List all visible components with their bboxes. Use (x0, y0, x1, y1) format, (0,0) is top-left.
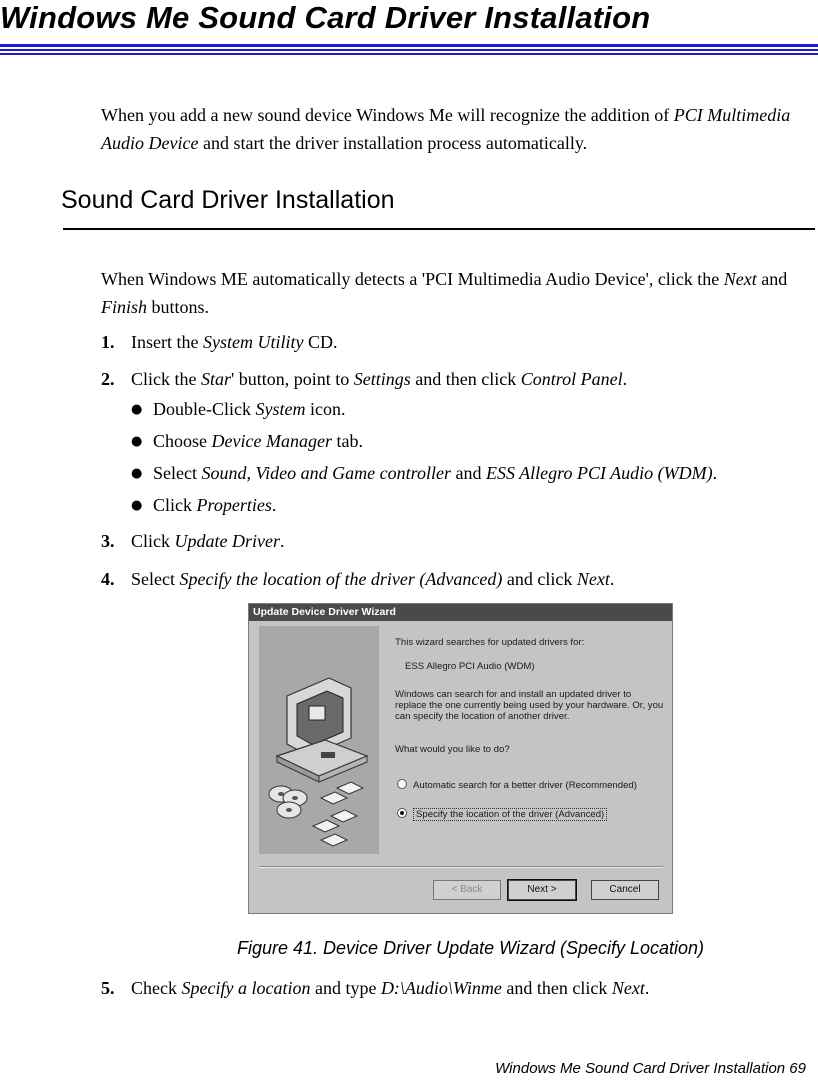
step-text: Select (131, 569, 180, 589)
step-2 (101, 368, 627, 390)
intro-paragraph (101, 101, 811, 157)
step-number: 3. (101, 531, 115, 551)
step-text: . (609, 569, 615, 589)
bullet-item (131, 398, 345, 421)
bullet-term: Properties (196, 495, 272, 515)
step-text: Click (131, 531, 175, 551)
computer-and-discs-icon (259, 626, 379, 854)
radio-label: Specify the location of the driver (Advanced) (413, 808, 607, 821)
step-text: Click the (131, 369, 201, 389)
page-title: Windows Me Sound Card Driver Installation (0, 0, 651, 35)
step-term: D:\Audio\Winme (380, 978, 502, 998)
radio-icon[interactable] (397, 779, 407, 789)
bullet-term: ESS Allegro PCI Audio (WDM) (485, 463, 713, 483)
step-term: Settings (353, 369, 411, 389)
bullet-icon: ● (131, 402, 143, 417)
step-term: Control Panel (520, 369, 623, 389)
bullet-text: Choose (153, 431, 212, 451)
title-rule (0, 49, 818, 51)
step-text: and then click (501, 978, 612, 998)
wizard-device-name: ESS Allegro PCI Audio (WDM) (405, 661, 535, 672)
bullet-icon: ● (131, 466, 143, 481)
step-text: ' button, point to (231, 369, 354, 389)
radio-label: Automatic search for a better driver (Recommended) (413, 780, 637, 791)
cancel-button[interactable]: Cancel (591, 880, 659, 900)
step-number: 4. (101, 569, 115, 589)
update-driver-wizard-dialog (248, 603, 673, 914)
intro-device: PCI Multimedia Audio Device (101, 105, 791, 153)
step-number: 1. (101, 332, 115, 352)
paragraph-text: and (756, 269, 788, 289)
dialog-separator (259, 866, 663, 868)
bullet-text: icon. (305, 399, 346, 419)
finish-term: Finish (101, 297, 148, 317)
paragraph-text: buttons. (147, 297, 210, 317)
wizard-illustration (259, 626, 379, 854)
bullet-text: . (712, 463, 718, 483)
title-rule (0, 44, 818, 47)
step-term: Specify a location (181, 978, 311, 998)
radio-specify-location[interactable] (397, 808, 607, 821)
page-footer: Windows Me Sound Card Driver Installation 69 (495, 1060, 806, 1077)
step-3 (101, 530, 284, 552)
bullet-text: and (450, 463, 486, 483)
bullet-icon: ● (131, 434, 143, 449)
bullet-text: Click (153, 495, 197, 515)
step-text: and type (310, 978, 381, 998)
bullet-term: System (255, 399, 306, 419)
radio-automatic-search[interactable] (397, 779, 637, 792)
section-heading: Sound Card Driver Installation (61, 186, 395, 214)
bullet-term: Device Manager (211, 431, 332, 451)
bullet-item (131, 462, 717, 485)
bullet-icon: ● (131, 498, 143, 513)
step-text: . (622, 369, 628, 389)
bullet-text: Double-Click (153, 399, 256, 419)
step-text: Check (131, 978, 182, 998)
wizard-searches-text: This wizard searches for updated drivers for: (395, 637, 585, 648)
bullet-text: tab. (331, 431, 363, 451)
step-text: . (644, 978, 650, 998)
paragraph-text: When Windows ME automatically detects a 'PCI Multimedia Audio Device', click the (101, 269, 724, 289)
step-text: and click (502, 569, 577, 589)
bullet-text: . (271, 495, 277, 515)
step-term: Next (576, 569, 610, 589)
title-rule (0, 53, 818, 55)
step-term: Update Driver (174, 531, 280, 551)
step-text: and then click (410, 369, 521, 389)
step-term: Specify the location of the driver (Advanced) (179, 569, 503, 589)
bullet-item (131, 494, 276, 517)
next-term: Next (723, 269, 757, 289)
radio-selected-icon[interactable] (397, 808, 407, 818)
step-5 (101, 977, 649, 999)
step-1 (101, 331, 337, 353)
wizard-question: What would you like to do? (395, 744, 510, 755)
step-number: 2. (101, 369, 115, 389)
step-text: CD. (303, 332, 338, 352)
step-text: . (279, 531, 285, 551)
figure-caption: Figure 41. Device Driver Update Wizard (Specify Location) (237, 938, 705, 958)
back-button[interactable]: < Back (433, 880, 501, 900)
section-rule (63, 228, 815, 230)
step-number: 5. (101, 978, 115, 998)
section-paragraph (101, 265, 816, 321)
bullet-text: Select (153, 463, 202, 483)
step-term: Star (201, 369, 232, 389)
bullet-item (131, 430, 363, 453)
step-term: Next (611, 978, 645, 998)
bullet-term: Sound, Video and Game controller (201, 463, 451, 483)
step-4 (101, 568, 614, 590)
step-text: Insert the (131, 332, 203, 352)
intro-text: and start the driver installation process automatically. (198, 133, 588, 153)
wizard-description: Windows can search for and install an updated driver to replace the one currently being used by your hardware. Or, you can specify the location of another driver. (395, 689, 664, 722)
next-button[interactable]: Next > (508, 880, 576, 900)
step-term: System Utility (202, 332, 304, 352)
dialog-title-bar: Update Device Driver Wizard (249, 604, 672, 621)
intro-text: When you add a new sound device Windows Me will recognize the addition of (101, 105, 674, 125)
